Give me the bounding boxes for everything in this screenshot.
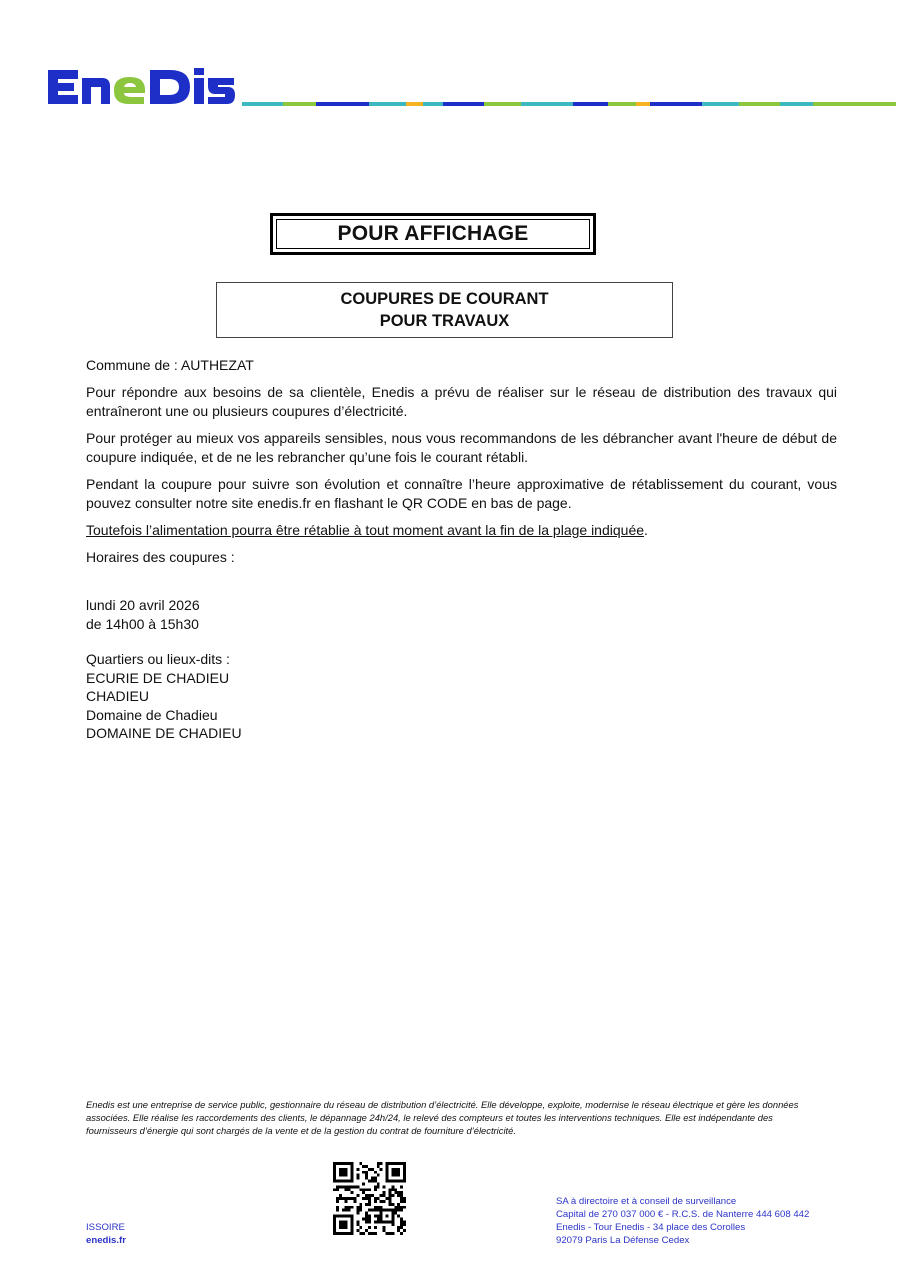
header-rule bbox=[242, 102, 896, 106]
warning-text: Toutefois l’alimentation pourra être rétablie à tout moment avant la fin de la plage indiquée bbox=[86, 522, 645, 538]
location-item: CHADIEU bbox=[86, 688, 150, 704]
location-item: Domaine de Chadieu bbox=[86, 706, 218, 723]
disclaimer: Enedis est une entreprise de service public, gestionnaire du réseau de distribution d’électricité. Elle développe, exploite, modernise le réseau électrique et gère les données associées. Elle réalise les raccordements des clients, le dépannage 24h/24, le relevé des compteurs et toutes les interventions techniques. Elle est indépendante des fournisseurs d’énergie qui sont chargés de la vente et de la gestion du contrat de fourniture d’électricité. bbox=[86, 1099, 799, 1136]
outage-time: de 14h00 à 15h30 bbox=[86, 615, 199, 632]
schedule-block bbox=[86, 596, 837, 633]
locations-block bbox=[86, 650, 837, 743]
enedis-logo bbox=[44, 62, 236, 112]
legal-line: Enedis - Tour Enedis - 34 place des Corolles bbox=[556, 1222, 746, 1233]
legal-line: Capital de 270 037 000 € - R.C.S. de Nanterre 444 608 442 bbox=[556, 1209, 810, 1220]
office-name: ISSOIRE bbox=[86, 1222, 125, 1233]
horaires-label: Horaires des coupures : bbox=[86, 549, 235, 565]
legal-line: 92079 Paris La Défense Cedex bbox=[556, 1235, 690, 1246]
paragraph-advice: Pour protéger au mieux vos appareils sensibles, nous vous recommandons de les débrancher avant l'heure de début de coupure indiquée, et de ne les rebrancher qu’une fois le courant rétabli. bbox=[86, 430, 837, 465]
subtitle-line-2: POUR TRAVAUX bbox=[379, 312, 510, 330]
subtitle-box bbox=[216, 282, 673, 338]
page-title: POUR AFFICHAGE bbox=[276, 219, 590, 249]
qr-code-icon[interactable] bbox=[333, 1162, 406, 1235]
outage-date: lundi 20 avril 2026 bbox=[86, 597, 200, 613]
legal-line: SA à directoire et à conseil de surveillance bbox=[556, 1196, 737, 1207]
subtitle-line-1: COUPURES DE COURANT bbox=[340, 290, 549, 308]
location-item: DOMAINE DE CHADIEU bbox=[86, 725, 242, 741]
warning-period: . bbox=[644, 522, 648, 538]
quartiers-label: Quartiers ou lieux-dits : bbox=[86, 651, 230, 667]
footer-legal bbox=[556, 1195, 809, 1247]
location-item: ECURIE DE CHADIEU bbox=[86, 669, 230, 686]
paragraph-tracking: Pendant la coupure pour suivre son évolution et connaître l’heure approximative de rétablissement du courant, vous pouvez consulter notre site enedis.fr en flashant le QR CODE en bas de page. bbox=[86, 476, 837, 511]
title-box bbox=[270, 213, 596, 255]
website-link[interactable]: enedis.fr bbox=[86, 1235, 126, 1246]
paragraph-intro: Pour répondre aux besoins de sa clientèle, Enedis a prévu de réaliser sur le réseau de distribution des travaux qui entraîneront une ou plusieurs coupures d’électricité. bbox=[86, 384, 837, 419]
notice-body bbox=[86, 356, 837, 743]
footer-office bbox=[86, 1221, 126, 1247]
paragraph-warning bbox=[86, 521, 837, 540]
commune-line: Commune de : AUTHEZAT bbox=[86, 357, 254, 373]
